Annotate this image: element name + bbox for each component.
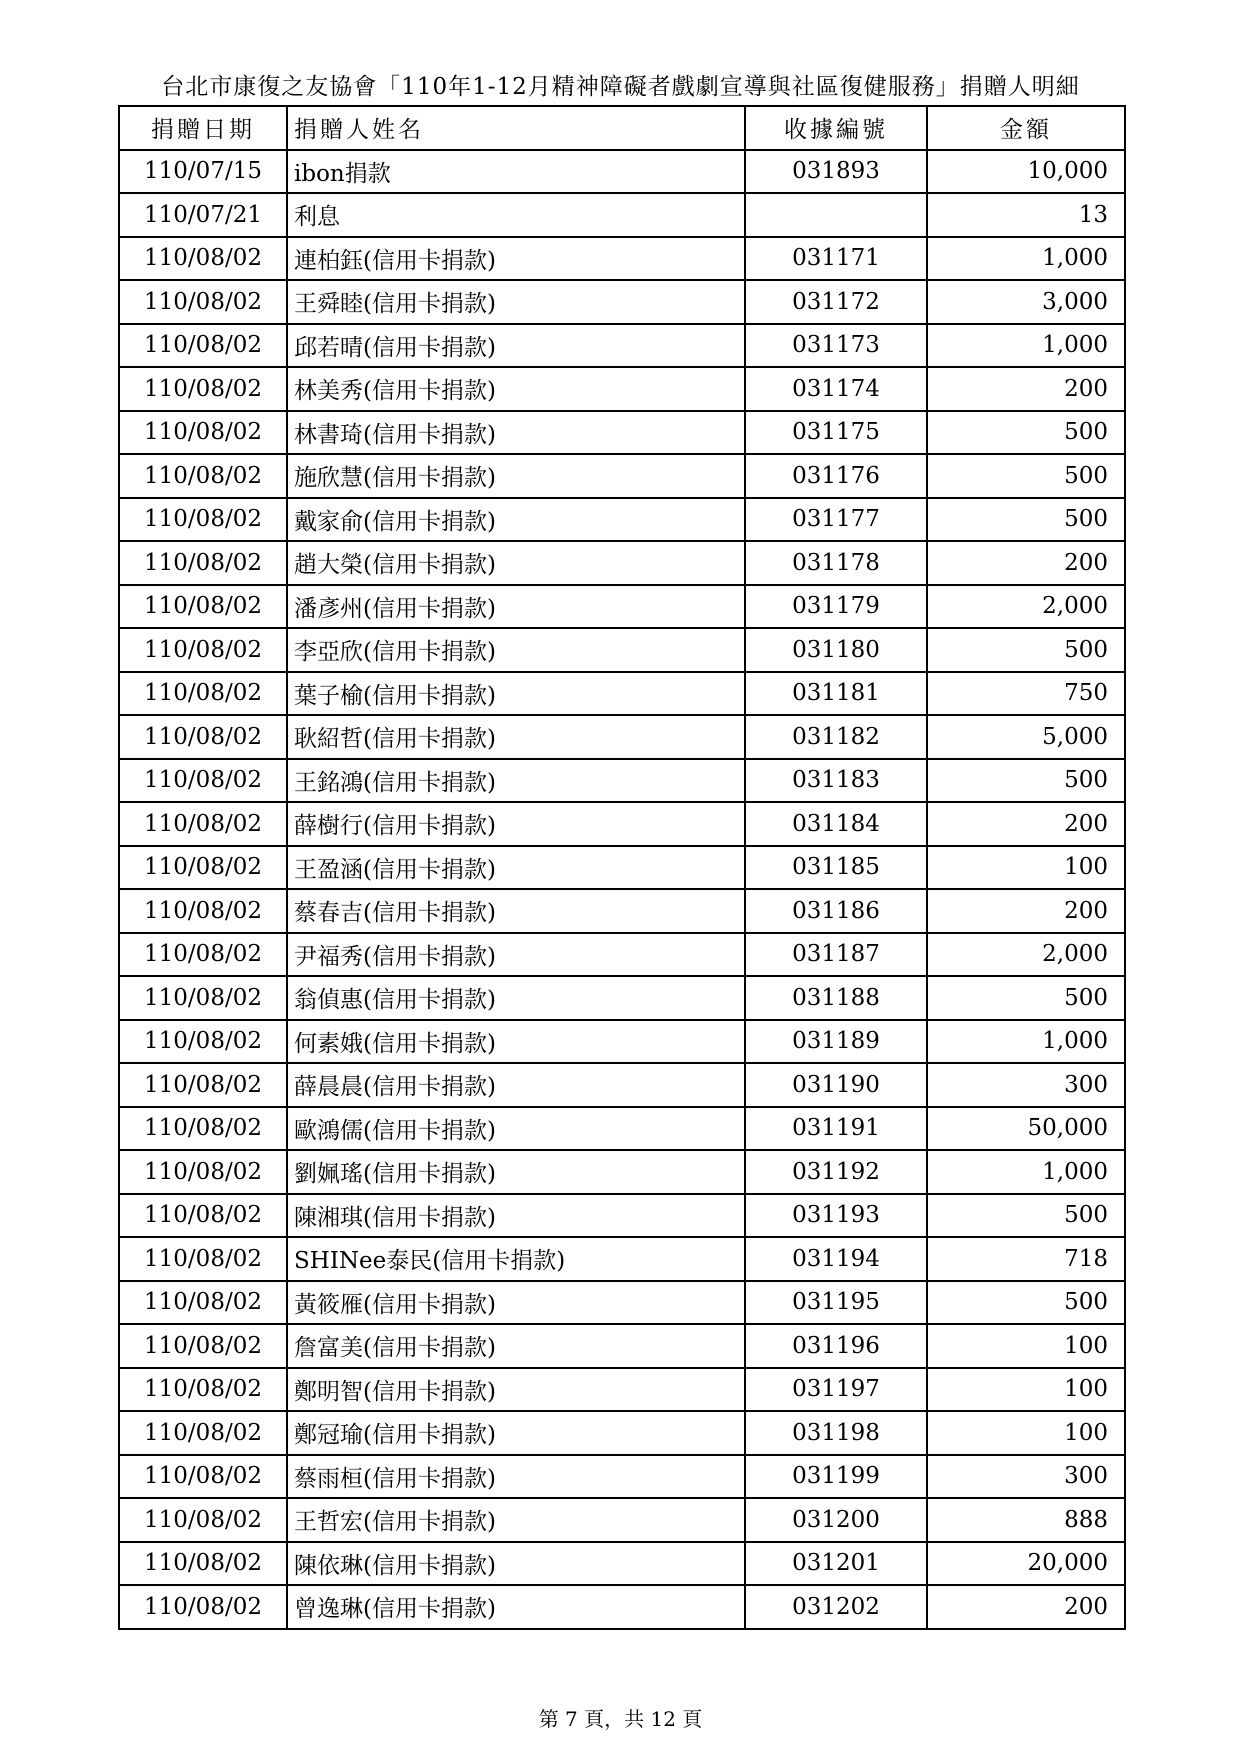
cell-amount: 200 [927, 367, 1125, 411]
cell-receipt-number: 031201 [745, 1542, 927, 1586]
cell-receipt-number: 031188 [745, 976, 927, 1020]
table-row [119, 1411, 1125, 1455]
cell-amount: 888 [927, 1498, 1125, 1542]
cell-receipt-number: 031196 [745, 1324, 927, 1368]
cell-date: 110/07/15 [119, 150, 287, 194]
cell-receipt-number: 031191 [745, 1107, 927, 1151]
cell-receipt-number: 031200 [745, 1498, 927, 1542]
table-row [119, 1281, 1125, 1325]
cell-date: 110/08/02 [119, 846, 287, 890]
table-row [119, 280, 1125, 324]
cell-donor-name: 林美秀(信用卡捐款) [287, 367, 745, 411]
table-row [119, 1194, 1125, 1238]
table-row [119, 1585, 1125, 1629]
cell-donor-name: 尹福秀(信用卡捐款) [287, 933, 745, 977]
header-donor-name: 捐贈人姓名 [287, 106, 745, 150]
cell-receipt-number: 031197 [745, 1368, 927, 1412]
table-row [119, 1368, 1125, 1412]
cell-donor-name: 何素娥(信用卡捐款) [287, 1020, 745, 1064]
cell-donor-name: 鄭冠瑜(信用卡捐款) [287, 1411, 745, 1455]
table-row [119, 411, 1125, 455]
cell-donor-name: 詹富美(信用卡捐款) [287, 1324, 745, 1368]
cell-date: 110/08/02 [119, 1150, 287, 1194]
cell-receipt-number: 031177 [745, 498, 927, 542]
cell-receipt-number: 031198 [745, 1411, 927, 1455]
cell-receipt-number: 031193 [745, 1194, 927, 1238]
cell-amount: 20,000 [927, 1542, 1125, 1586]
cell-amount: 500 [927, 1281, 1125, 1325]
cell-donor-name: 潘彥州(信用卡捐款) [287, 585, 745, 629]
cell-donor-name: 陳依琳(信用卡捐款) [287, 1542, 745, 1586]
cell-amount: 500 [927, 411, 1125, 455]
cell-receipt-number: 031181 [745, 672, 927, 716]
cell-receipt-number: 031186 [745, 889, 927, 933]
cell-date: 110/08/02 [119, 541, 287, 585]
cell-receipt-number: 031199 [745, 1455, 927, 1499]
cell-date: 110/08/02 [119, 1063, 287, 1107]
cell-donor-name: 邱若晴(信用卡捐款) [287, 324, 745, 368]
cell-amount: 100 [927, 1368, 1125, 1412]
cell-donor-name: 黃筱雁(信用卡捐款) [287, 1281, 745, 1325]
cell-date: 110/08/02 [119, 1020, 287, 1064]
cell-amount: 500 [927, 1194, 1125, 1238]
cell-donor-name: 王哲宏(信用卡捐款) [287, 1498, 745, 1542]
cell-receipt-number [745, 193, 927, 237]
cell-receipt-number: 031187 [745, 933, 927, 977]
cell-receipt-number: 031893 [745, 150, 927, 194]
cell-amount: 1,000 [927, 1020, 1125, 1064]
cell-donor-name: 歐鴻儒(信用卡捐款) [287, 1107, 745, 1151]
cell-amount: 100 [927, 1324, 1125, 1368]
cell-donor-name: SHINee泰民(信用卡捐款) [287, 1237, 745, 1281]
cell-receipt-number: 031173 [745, 324, 927, 368]
cell-date: 110/08/02 [119, 889, 287, 933]
table-row [119, 628, 1125, 672]
cell-receipt-number: 031172 [745, 280, 927, 324]
cell-date: 110/08/02 [119, 933, 287, 977]
table-row [119, 454, 1125, 498]
cell-donor-name: 鄭明智(信用卡捐款) [287, 1368, 745, 1412]
cell-amount: 200 [927, 802, 1125, 846]
cell-amount: 10,000 [927, 150, 1125, 194]
cell-donor-name: 利息 [287, 193, 745, 237]
cell-receipt-number: 031185 [745, 846, 927, 890]
cell-donor-name: 葉子榆(信用卡捐款) [287, 672, 745, 716]
cell-amount: 100 [927, 846, 1125, 890]
cell-receipt-number: 031179 [745, 585, 927, 629]
cell-date: 110/08/02 [119, 672, 287, 716]
cell-amount: 200 [927, 889, 1125, 933]
header-amount: 金額 [927, 106, 1125, 150]
cell-donor-name: 連柏鈺(信用卡捐款) [287, 237, 745, 281]
cell-amount: 300 [927, 1455, 1125, 1499]
page-number: 第 7 頁，共 12 頁 [538, 1707, 703, 1731]
cell-receipt-number: 031176 [745, 454, 927, 498]
cell-amount: 500 [927, 628, 1125, 672]
cell-receipt-number: 031175 [745, 411, 927, 455]
cell-date: 110/08/02 [119, 1368, 287, 1412]
cell-receipt-number: 031174 [745, 367, 927, 411]
cell-donor-name: 翁偵惠(信用卡捐款) [287, 976, 745, 1020]
cell-amount: 750 [927, 672, 1125, 716]
cell-donor-name: 薛晨晨(信用卡捐款) [287, 1063, 745, 1107]
table-row [119, 1237, 1125, 1281]
table-row [119, 715, 1125, 759]
table-row [119, 1150, 1125, 1194]
cell-date: 110/08/02 [119, 498, 287, 542]
cell-receipt-number: 031189 [745, 1020, 927, 1064]
cell-donor-name: 耿紹哲(信用卡捐款) [287, 715, 745, 759]
cell-date: 110/08/02 [119, 237, 287, 281]
table-row [119, 802, 1125, 846]
table-row [119, 889, 1125, 933]
cell-date: 110/08/02 [119, 1585, 287, 1629]
cell-date: 110/08/02 [119, 759, 287, 803]
header-date: 捐贈日期 [119, 106, 287, 150]
cell-donor-name: 劉姵瑤(信用卡捐款) [287, 1150, 745, 1194]
cell-amount: 13 [927, 193, 1125, 237]
cell-donor-name: 戴家俞(信用卡捐款) [287, 498, 745, 542]
cell-amount: 718 [927, 1237, 1125, 1281]
cell-date: 110/07/21 [119, 193, 287, 237]
cell-receipt-number: 031178 [745, 541, 927, 585]
cell-date: 110/08/02 [119, 628, 287, 672]
cell-date: 110/08/02 [119, 1107, 287, 1151]
cell-donor-name: 陳湘琪(信用卡捐款) [287, 1194, 745, 1238]
cell-amount: 2,000 [927, 933, 1125, 977]
cell-amount: 5,000 [927, 715, 1125, 759]
cell-date: 110/08/02 [119, 585, 287, 629]
table-header-row [119, 106, 1125, 150]
cell-date: 110/08/02 [119, 1411, 287, 1455]
table-row [119, 498, 1125, 542]
cell-donor-name: 蔡雨桓(信用卡捐款) [287, 1455, 745, 1499]
cell-date: 110/08/02 [119, 715, 287, 759]
cell-amount: 500 [927, 759, 1125, 803]
cell-amount: 300 [927, 1063, 1125, 1107]
cell-date: 110/08/02 [119, 1498, 287, 1542]
table-row [119, 367, 1125, 411]
cell-amount: 500 [927, 976, 1125, 1020]
cell-donor-name: 李亞欣(信用卡捐款) [287, 628, 745, 672]
cell-date: 110/08/02 [119, 1455, 287, 1499]
cell-amount: 2,000 [927, 585, 1125, 629]
table-row [119, 585, 1125, 629]
cell-donor-name: 施欣慧(信用卡捐款) [287, 454, 745, 498]
table-row [119, 1107, 1125, 1151]
cell-donor-name: 曾逸琳(信用卡捐款) [287, 1585, 745, 1629]
cell-donor-name: 王銘鴻(信用卡捐款) [287, 759, 745, 803]
cell-date: 110/08/02 [119, 1324, 287, 1368]
cell-amount: 500 [927, 498, 1125, 542]
cell-receipt-number: 031182 [745, 715, 927, 759]
cell-receipt-number: 031183 [745, 759, 927, 803]
table-row [119, 1542, 1125, 1586]
cell-date: 110/08/02 [119, 280, 287, 324]
table-row [119, 150, 1125, 194]
table-row [119, 672, 1125, 716]
table-body [119, 150, 1125, 1629]
table-row [119, 933, 1125, 977]
cell-amount: 500 [927, 454, 1125, 498]
cell-amount: 1,000 [927, 324, 1125, 368]
cell-donor-name: 王舜睦(信用卡捐款) [287, 280, 745, 324]
header-receipt-number: 收據編號 [745, 106, 927, 150]
cell-date: 110/08/02 [119, 454, 287, 498]
cell-receipt-number: 031202 [745, 1585, 927, 1629]
cell-date: 110/08/02 [119, 411, 287, 455]
cell-receipt-number: 031180 [745, 628, 927, 672]
cell-donor-name: 王盈涵(信用卡捐款) [287, 846, 745, 890]
table-row [119, 846, 1125, 890]
cell-date: 110/08/02 [119, 1237, 287, 1281]
cell-date: 110/08/02 [119, 1281, 287, 1325]
cell-date: 110/08/02 [119, 1194, 287, 1238]
table-row [119, 324, 1125, 368]
donor-table [118, 105, 1126, 1630]
cell-receipt-number: 031184 [745, 802, 927, 846]
table-row [119, 1020, 1125, 1064]
cell-receipt-number: 031171 [745, 237, 927, 281]
page-title: 台北市康復之友協會「110年1-12月精神障礙者戲劇宣導與社區復健服務」捐贈人明細 [161, 74, 1080, 100]
cell-date: 110/08/02 [119, 802, 287, 846]
table-row [119, 541, 1125, 585]
cell-amount: 200 [927, 1585, 1125, 1629]
cell-amount: 1,000 [927, 1150, 1125, 1194]
cell-receipt-number: 031190 [745, 1063, 927, 1107]
table-row [119, 1455, 1125, 1499]
cell-amount: 50,000 [927, 1107, 1125, 1151]
cell-amount: 100 [927, 1411, 1125, 1455]
cell-date: 110/08/02 [119, 976, 287, 1020]
cell-receipt-number: 031192 [745, 1150, 927, 1194]
table-row [119, 976, 1125, 1020]
cell-donor-name: 趙大榮(信用卡捐款) [287, 541, 745, 585]
cell-donor-name: 林書琦(信用卡捐款) [287, 411, 745, 455]
cell-amount: 3,000 [927, 280, 1125, 324]
cell-receipt-number: 031194 [745, 1237, 927, 1281]
table-row [119, 759, 1125, 803]
cell-donor-name: ibon捐款 [287, 150, 745, 194]
cell-receipt-number: 031195 [745, 1281, 927, 1325]
table-row [119, 193, 1125, 237]
cell-date: 110/08/02 [119, 367, 287, 411]
table-row [119, 1324, 1125, 1368]
cell-donor-name: 蔡春吉(信用卡捐款) [287, 889, 745, 933]
cell-amount: 200 [927, 541, 1125, 585]
cell-date: 110/08/02 [119, 324, 287, 368]
cell-donor-name: 薛樹行(信用卡捐款) [287, 802, 745, 846]
cell-amount: 1,000 [927, 237, 1125, 281]
table-row [119, 1498, 1125, 1542]
table-row [119, 237, 1125, 281]
table-row [119, 1063, 1125, 1107]
cell-date: 110/08/02 [119, 1542, 287, 1586]
